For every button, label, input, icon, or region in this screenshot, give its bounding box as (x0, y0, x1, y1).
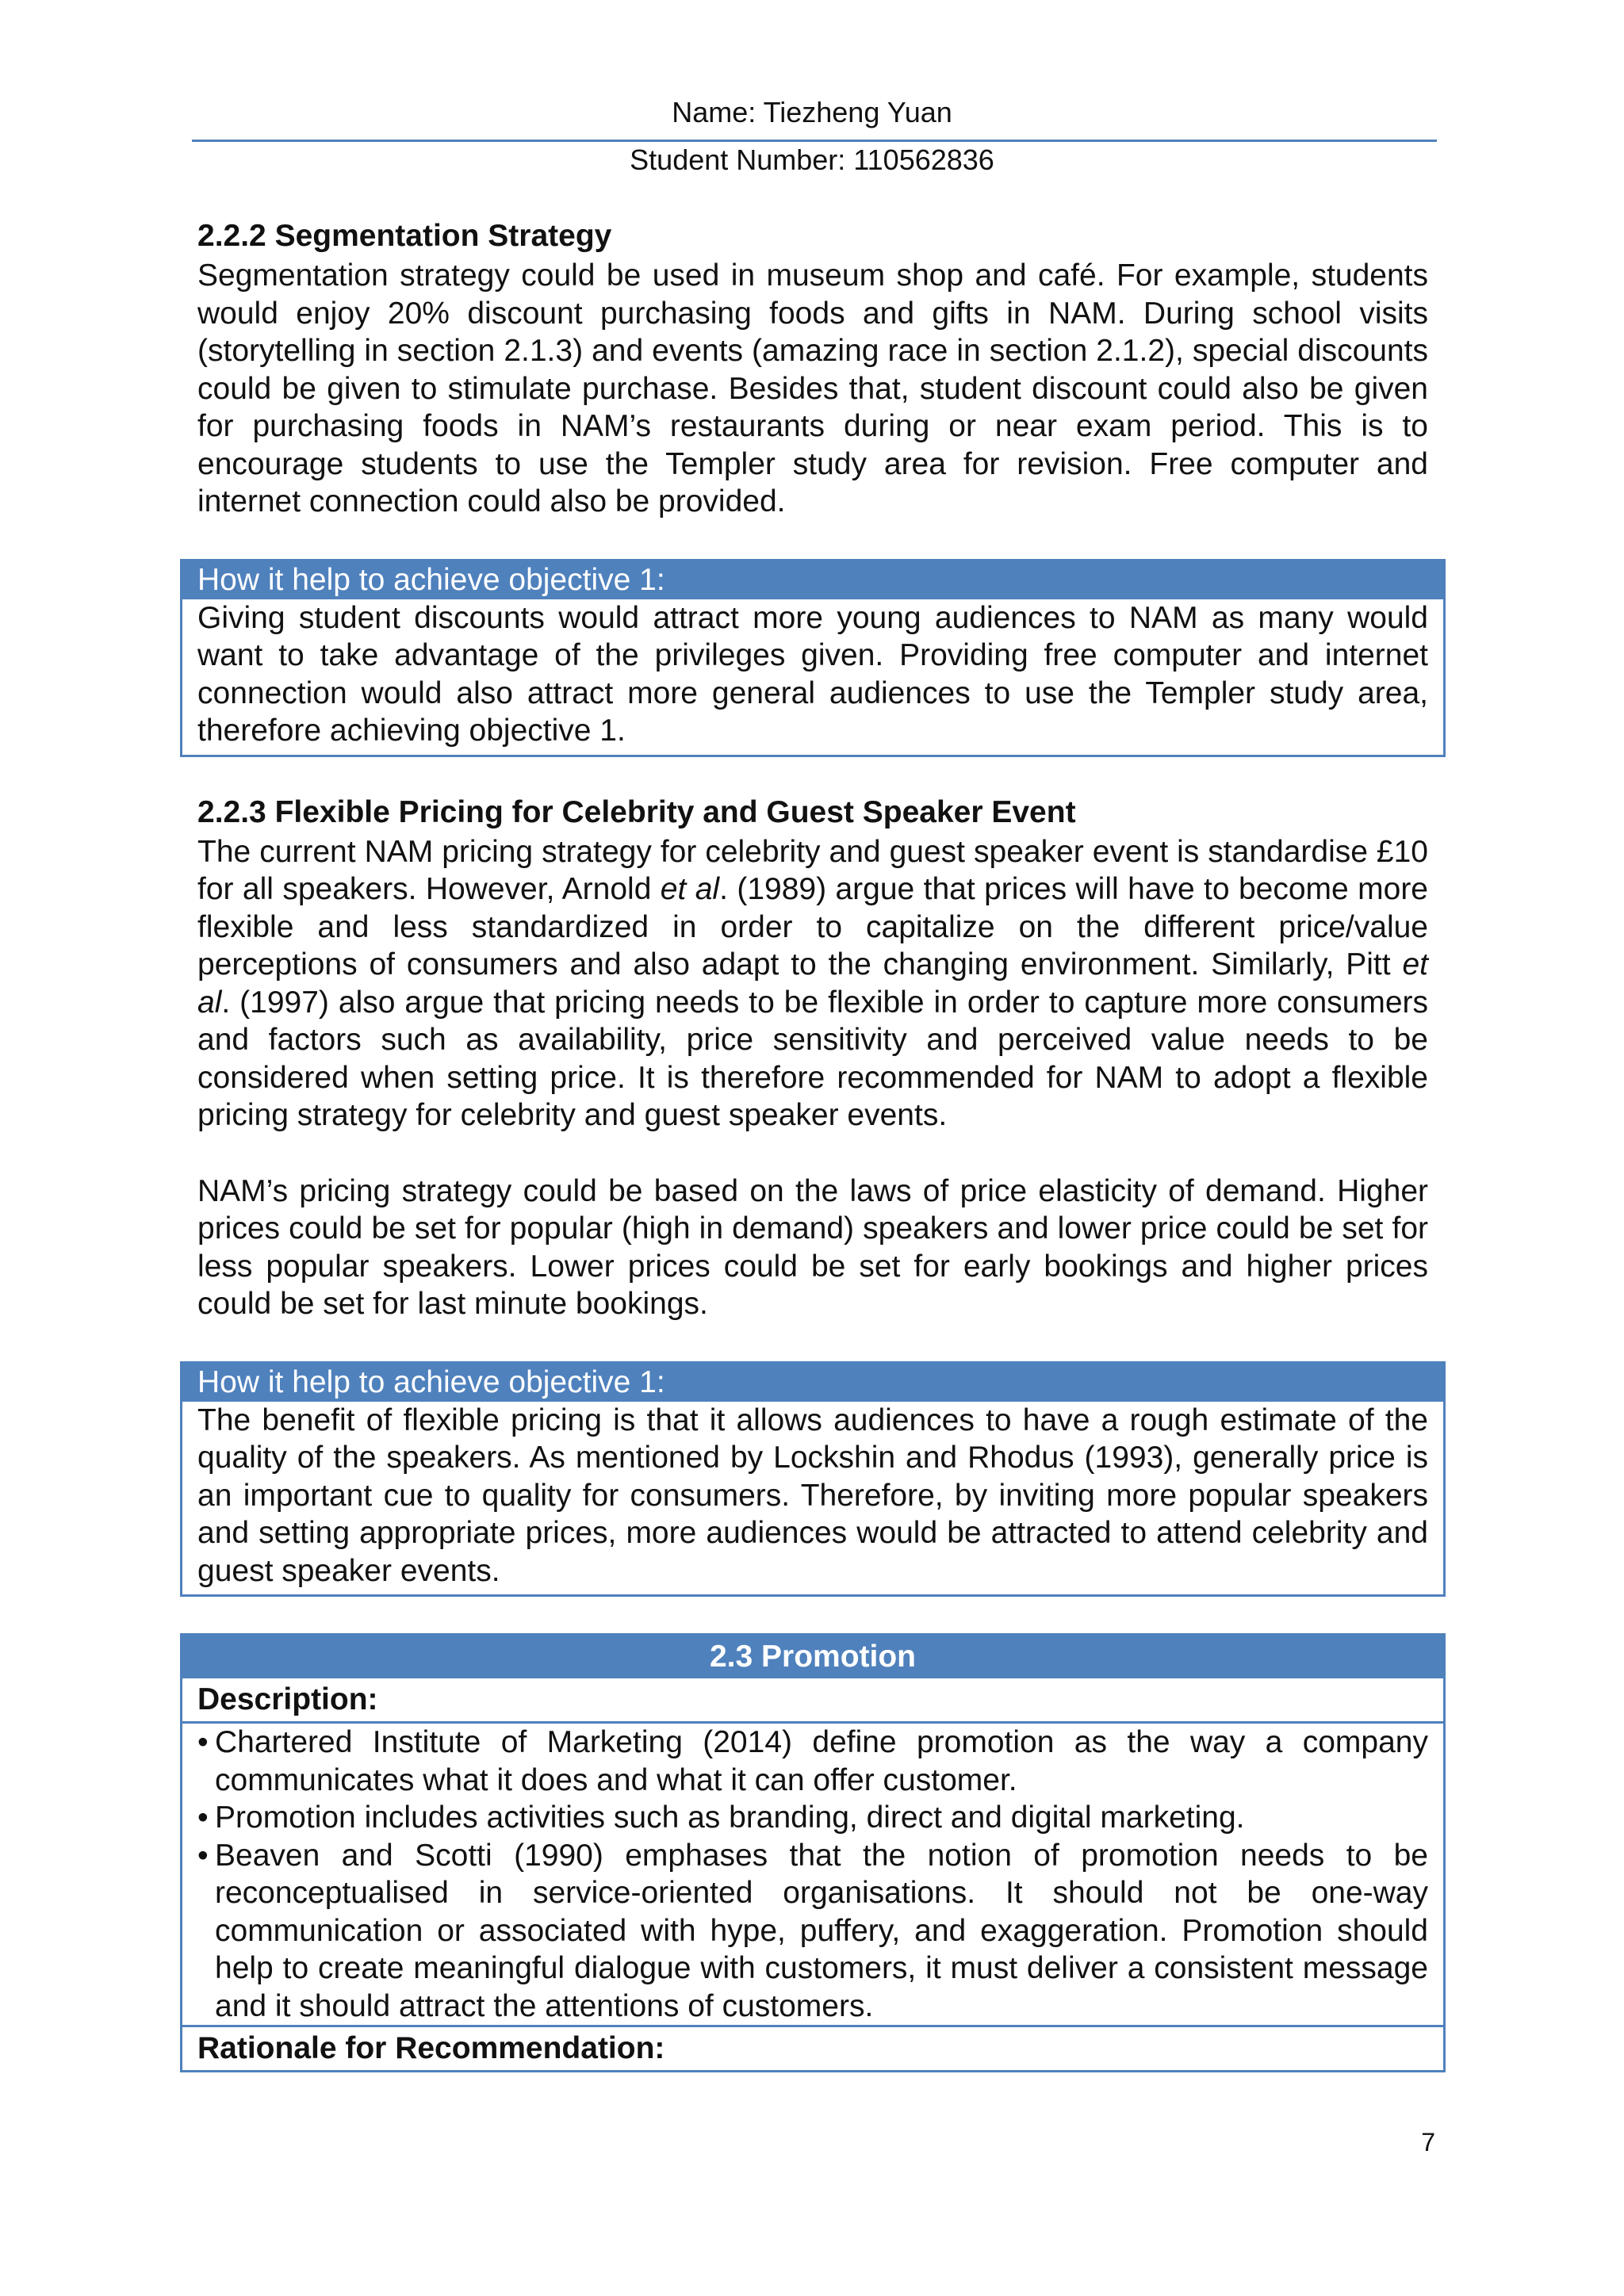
text-run-italic: et al (197, 947, 1428, 1020)
bullet-icon: • (197, 1800, 209, 1835)
objective-box-text: The benefit of flexible pricing is that it allows audiences to have a rough estimate of the quality of the speakers. As mentioned by Lockshin and Rhodus (1993), generally price is an important cue to quality for consumers. Therefore, by inviting more popular speakers and setting appropriate prices, more audiences would be attracted to attend celebrity and guest speaker events. (197, 1402, 1428, 1588)
header-name: Name: Tiezheng Yuan (672, 96, 952, 128)
objective-box-heading: How it help to achieve objective 1: (182, 1364, 1443, 1402)
promotion-rationale-row (182, 2025, 1443, 2070)
promotion-description-row (182, 1678, 1443, 1721)
objective-box-heading: How it help to achieve objective 1: (182, 561, 1443, 599)
paragraph-flexible-pricing (197, 833, 1428, 1135)
objective-box-body (182, 599, 1443, 755)
text-run: The current NAM pricing strategy for celebrity and guest speaker event is standardise £10 for all speakers. However, Arnold (197, 834, 1428, 906)
promotion-title: 2.3 Promotion (182, 1636, 1443, 1678)
text-run: . (1989) argue that prices will have to become more flexible and less standardized in order to capitalize on the different price/value perceptions of consumers and also adapt to the changing environment. Similarly, Pitt (197, 872, 1428, 982)
list-item (197, 1837, 1428, 2026)
list-item (197, 1799, 1428, 1837)
objective-box-text: Giving student discounts would attract more young audiences to NAM as many would want to take advantage of the privileges given. Providing free computer and internet connection would also attract more general audiences to use the Templer study area, therefore achieving objective 1. (197, 600, 1428, 748)
heading-segmentation-strategy: 2.2.2 Segmentation Strategy (197, 219, 612, 253)
objective-box-body (182, 1402, 1443, 1595)
list-item-text: Beaven and Scotti (1990) emphases that the notion of promotion needs to be reconceptualised in service-oriented organisations. It should not be one-way communication or associated with hype, puffery, and exaggeration. Promotion should help to create meaningful dialogue with customers, it must deliver a consistent message and it should attract the attentions of customers. (215, 1838, 1428, 2023)
spacer (197, 757, 1428, 792)
header-student-number: Student Number: 110562836 (630, 144, 994, 176)
promotion-bullet-list (197, 1724, 1428, 2025)
objective-box-flexible-pricing (180, 1361, 1446, 1598)
list-item-text: Promotion includes activities such as branding, direct and digital marketing. (215, 1800, 1245, 1835)
paragraph-segmentation: Segmentation strategy could be used in museum shop and café. For example, students would enjoy 20% discount purchasing foods and gifts in NAM. During school visits (storytelling in section 2.1.3) and events (amazing race in section 2.1.2), special discounts could be given to stimulate purchase. Besides that, student discount could also be given for purchasing foods in NAM’s restaurants during or near exam period. This is to encourage students to use the Templer study area for revision. Free computer and internet connection could also be provided. (197, 258, 1428, 519)
promotion-rationale-label: Rationale for Recommendation: (197, 2031, 665, 2065)
promotion-bullets-row (182, 1721, 1443, 2025)
spacer (197, 1323, 1428, 1361)
list-item-text: Chartered Institute of Marketing (2014) define promotion as the way a company communicates what it does and what it can offer customer. (215, 1725, 1428, 1797)
spacer (197, 521, 1428, 559)
heading-flexible-pricing: 2.2.3 Flexible Pricing for Celebrity and Guest Speaker Event (197, 794, 1076, 829)
paragraph-price-elasticity: NAM’s pricing strategy could be based on the laws of price elasticity of demand. Higher prices could be set for popular (high in demand) speakers and lower price could be set for less popular speakers. Lower prices could be set for early bookings and higher prices could be set for last minute bookings. (197, 1173, 1428, 1321)
promotion-description-label: Description: (197, 1682, 378, 1716)
list-item (197, 1724, 1428, 1799)
bullet-icon: • (197, 1838, 209, 1873)
promotion-table (180, 1633, 1446, 2072)
text-run-italic: et al (660, 872, 720, 906)
spacer (197, 1135, 1428, 1173)
text-run: . (1997) also argue that pricing needs to be flexible in order to capture more consumers and factors such as availability, price sensitivity and perceived value needs to be considered when setting price. It is therefore recommended for NAM to adopt a flexible pricing strategy for celebrity and guest speaker events. (197, 985, 1428, 1132)
page-content (197, 216, 1428, 2072)
bullet-icon: • (197, 1725, 209, 1759)
objective-box-segmentation (180, 559, 1446, 757)
page-number: 7 (1421, 2128, 1435, 2156)
spacer (197, 1597, 1428, 1633)
